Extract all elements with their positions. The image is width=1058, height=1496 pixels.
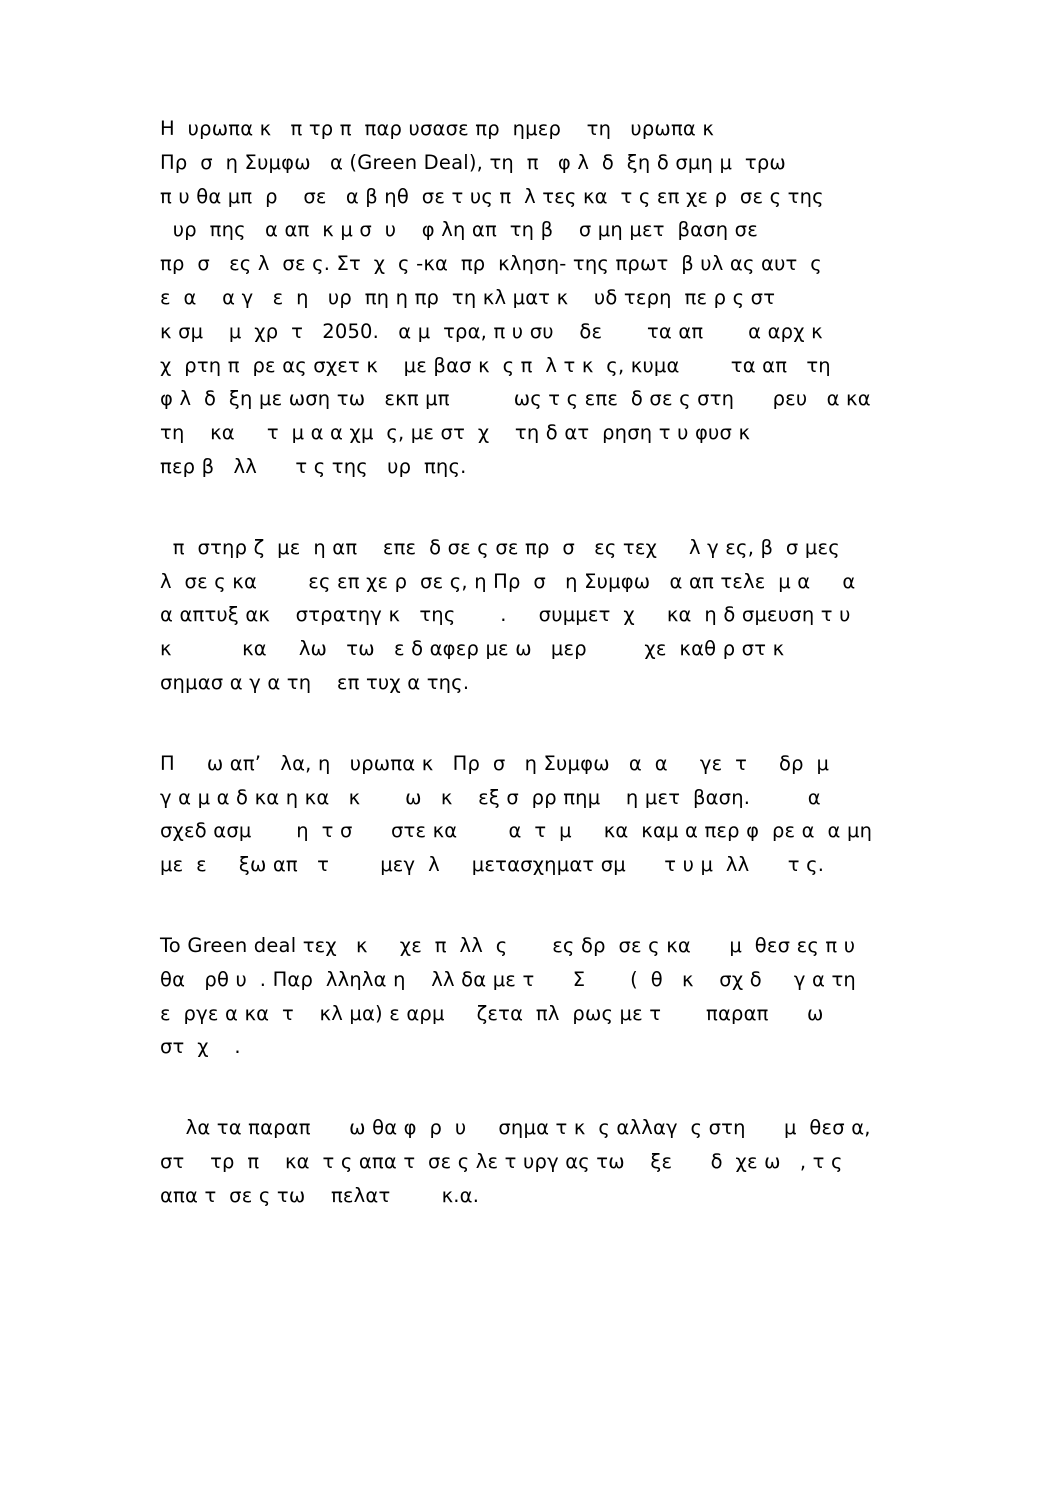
paragraph xyxy=(160,1111,900,1212)
text-line: χ ρτη π ρε ας σχετ κ με βασ κ ς π λ τ κ ς, κυμα τα απ τη xyxy=(160,353,831,377)
text-line: σημασ α γ α τη επ τυχ α της. xyxy=(160,670,470,694)
text-line: απα τ σε ς τω πελατ κ.α. xyxy=(160,1183,480,1207)
paragraph xyxy=(160,531,900,700)
text-line: α απτυξ ακ στρατηγ κ της . συμμετ χ κα η δ σμευση τ υ xyxy=(160,603,851,627)
text-line: π στηρ ζ με η απ επε δ σε ς σε πρ σ ες τεχ λ γ ες, β σ μες xyxy=(160,535,840,559)
text-line: σχεδ ασμ η τ σ στε κα α τ μ κα καμ α περ φ ρε α α μη xyxy=(160,819,873,843)
text-line: φ λ δ ξη με ωση τω εκπ μπ ως τ ς επε δ σε ς στη ρευ α κα xyxy=(160,387,871,411)
text-line: ε ργε α κα τ κλ μα) ε αρμ ζετα πλ ρως με τ παραπ ω xyxy=(160,1001,824,1025)
text-line: κ σμ μ χρ τ 2050. α μ τρα, π υ συ δε τα απ α αρχ κ xyxy=(160,319,823,343)
text-line: Π ω απ’ λα, η υρωπα κ Πρ σ η Συμφω α α γε τ δρ μ xyxy=(160,751,830,775)
text-line: λ σε ς κα ες επ χε ρ σε ς, η Πρ σ η Συμφω α απ τελε μ α α xyxy=(160,569,856,593)
document-body xyxy=(160,112,900,1260)
text-line: To Green deal τεχ κ χε π λλ ς ες δρ σε ς κα μ θεσ ες π υ xyxy=(160,933,856,957)
paragraph xyxy=(160,112,900,484)
text-line: Η υρωπα κ π τρ π παρ υσασε πρ ημερ τη υρωπα κ xyxy=(160,117,715,140)
text-line: θα ρθ υ . Παρ λληλα η λλ δα με τ Σ ( θ κ σχ δ γ α τη xyxy=(160,967,856,991)
text-line: κ κα λω τω ε δ αφερ με ω μερ χε καθ ρ στ κ xyxy=(160,637,785,661)
text-line: γ α μ α δ κα η κα κ ω κ εξ σ ρρ πημ η μετ βαση. α xyxy=(160,785,821,809)
text-line: υρ πης α απ κ μ σ υ φ λη απ τη β σ μη μετ βαση σε xyxy=(160,218,758,242)
text-line: π υ θα μπ ρ σε α β ηθ σε τ υς π λ τες κα τ ς επ χε ρ σε ς της xyxy=(160,184,824,208)
paragraph xyxy=(160,929,900,1064)
text-line: περ β λλ τ ς της υρ πης. xyxy=(160,454,467,478)
text-line: με ε ξω απ τ μεγ λ μετασχηματ σμ τ υ μ λλ τ ς. xyxy=(160,853,825,877)
text-line: ε α α γ ε η υρ πη η πρ τη κλ ματ κ υδ τερη πε ρ ς στ xyxy=(160,285,776,309)
text-line: πρ σ ες λ σε ς. Στ χ ς -κα πρ κληση- της πρωτ β υλ ας αυτ ς xyxy=(160,252,822,276)
text-line: λα τα παραπ ω θα φ ρ υ σημα τ κ ς αλλαγ ς στη μ θεσ α, xyxy=(160,1116,871,1140)
text-line: Πρ σ η Συμφω α (Green Deal), τη π φ λ δ ξη δ σμη μ τρω xyxy=(160,150,786,174)
paragraph xyxy=(160,747,900,882)
text-line: τη κα τ μ α α χμ ς, με στ χ τη δ ατ ρηση τ υ φυσ κ xyxy=(160,421,751,445)
text-line: στ χ . xyxy=(160,1035,241,1059)
text-line: στ τρ π κα τ ς απα τ σε ς λε τ υργ ας τω ξε δ χε ω , τ ς xyxy=(160,1149,843,1173)
